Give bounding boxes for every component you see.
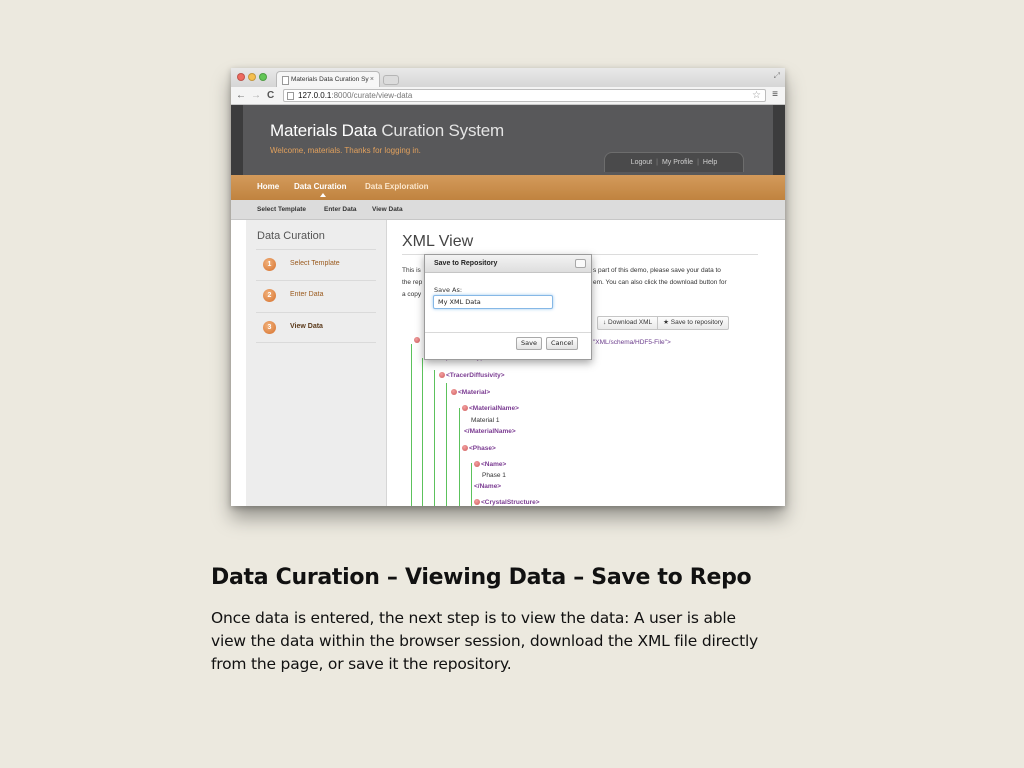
dialog-header (425, 255, 591, 273)
browser-menu-icon[interactable]: ≡ (772, 89, 778, 100)
sidebar-item-label: View Data (290, 323, 323, 330)
window-zoom-button[interactable] (259, 73, 267, 81)
slide-body-line: view the data within the browser session, download the XML file directly (211, 632, 759, 650)
xml-node-close: </Name> (474, 483, 502, 490)
app-title-bold: Materials Data (270, 121, 377, 140)
url-path: :8000/curate/view-data (331, 91, 413, 100)
tree-guide (434, 370, 435, 506)
reload-icon[interactable]: C (267, 90, 275, 101)
download-xml-button[interactable]: ↓ Download XML (603, 319, 653, 326)
collapse-icon[interactable] (414, 337, 420, 343)
nav-data-curation[interactable]: Data Curation (294, 182, 347, 191)
xml-node: <MaterialName> (462, 405, 519, 412)
my-profile-link[interactable]: My Profile (661, 159, 694, 166)
step-badge-icon: 1 (263, 258, 276, 271)
screenshot-frame (231, 68, 785, 506)
nav-home[interactable]: Home (257, 182, 280, 191)
header-gutter-left (231, 105, 243, 175)
sidebar-item-label: Select Template (290, 260, 340, 267)
sidebar-item-view-data[interactable] (256, 312, 376, 343)
collapse-icon[interactable] (474, 461, 480, 467)
page-icon (282, 76, 289, 85)
dialog-close-button[interactable] (575, 259, 586, 268)
address-bar[interactable] (283, 89, 766, 102)
new-tab-button[interactable] (383, 75, 399, 85)
browser-tab[interactable] (276, 71, 380, 87)
fullscreen-icon[interactable]: ⤢ (773, 71, 780, 80)
save-to-repository-button[interactable]: ★ Save to repository (657, 317, 728, 329)
help-link[interactable]: Help (702, 159, 718, 166)
xml-node-close: </MaterialName> (464, 428, 516, 435)
back-icon[interactable]: ← (236, 90, 246, 101)
step-badge-icon: 3 (263, 321, 276, 334)
browser-toolbar (231, 87, 785, 105)
sub-nav (231, 200, 785, 220)
step-badge-icon: 2 (263, 289, 276, 302)
sidebar-item-enter-data[interactable] (256, 280, 376, 309)
xml-node: <Phase> (462, 445, 496, 452)
slide-body-line: from the page, or save it the repository. (211, 655, 512, 673)
tree-guide (422, 358, 423, 506)
window-minimize-button[interactable] (248, 73, 256, 81)
page-icon (287, 92, 294, 100)
description-text: This is (402, 267, 421, 274)
tab-title: Materials Data Curation Sy (291, 76, 369, 83)
page-title: XML View (402, 233, 474, 250)
cancel-button[interactable]: Cancel (546, 337, 578, 350)
sidebar-item-label: Enter Data (290, 291, 324, 298)
xml-node: <Name> (474, 461, 506, 468)
slide-title: Data Curation – Viewing Data – Save to Repo (211, 565, 752, 590)
xml-node: <TracerDiffusivity> (439, 372, 505, 379)
browser-tab-strip (231, 68, 785, 87)
header-gutter-right (773, 105, 785, 175)
tree-guide (471, 463, 472, 506)
save-as-label: Save As: (434, 286, 463, 294)
description-text: s part of this demo, please save your data to (593, 267, 721, 274)
save-button[interactable]: Save (516, 337, 542, 350)
save-as-input[interactable] (433, 295, 553, 309)
forward-icon[interactable]: → (251, 90, 261, 101)
collapse-icon[interactable] (451, 389, 457, 395)
slide-body (211, 607, 811, 676)
tree-guide (446, 383, 447, 506)
app-title-light: Curation System (381, 121, 504, 140)
sidebar-item-select-template[interactable] (256, 249, 376, 278)
dialog-footer-divider (425, 332, 591, 333)
url-host: 127.0.0.1 (298, 91, 332, 100)
collapse-icon[interactable] (439, 372, 445, 378)
welcome-message: Welcome, materials. Thanks for logging in. (270, 146, 421, 155)
xml-schema-url: "XML/schema/HDF5-File"> (593, 339, 671, 346)
xml-value: Phase 1 (482, 472, 506, 479)
window-close-button[interactable] (237, 73, 245, 81)
main-nav (231, 175, 785, 200)
sidebar (246, 220, 387, 506)
xml-node: <Material> (451, 389, 490, 396)
description-text: a copy (402, 291, 422, 298)
xml-node: <CrystalStructure> (474, 499, 540, 506)
app-title (270, 121, 504, 141)
xml-value: Material 1 (471, 417, 500, 424)
bookmark-star-icon[interactable]: ☆ (752, 90, 761, 101)
user-menu: Logout | My Profile | Help (604, 152, 744, 172)
active-nav-caret-icon (320, 193, 326, 197)
dialog-title: Save to Repository (434, 260, 498, 267)
tab-close-icon[interactable]: × (369, 76, 374, 83)
tree-guide (459, 408, 460, 506)
save-to-repository-dialog (424, 254, 592, 360)
collapse-icon[interactable] (462, 445, 468, 451)
logout-link[interactable]: Logout (630, 159, 653, 166)
nav-data-exploration[interactable]: Data Exploration (365, 182, 429, 191)
sidebar-title: Data Curation (257, 230, 325, 242)
xml-actions (597, 316, 729, 330)
collapse-icon[interactable] (474, 499, 480, 505)
description-text: em. You can also click the download button for (593, 279, 727, 286)
collapse-icon[interactable] (462, 405, 468, 411)
description-text: the rep (402, 279, 423, 286)
subnav-select-template[interactable]: Select Template (257, 206, 307, 213)
xml-node-toggle[interactable] (414, 337, 421, 344)
slide-body-line: Once data is entered, the next step is to view the data: A user is able (211, 609, 736, 627)
subnav-enter-data[interactable]: Enter Data (324, 206, 357, 213)
subnav-view-data[interactable]: View Data (372, 206, 403, 213)
tree-guide (411, 344, 412, 506)
